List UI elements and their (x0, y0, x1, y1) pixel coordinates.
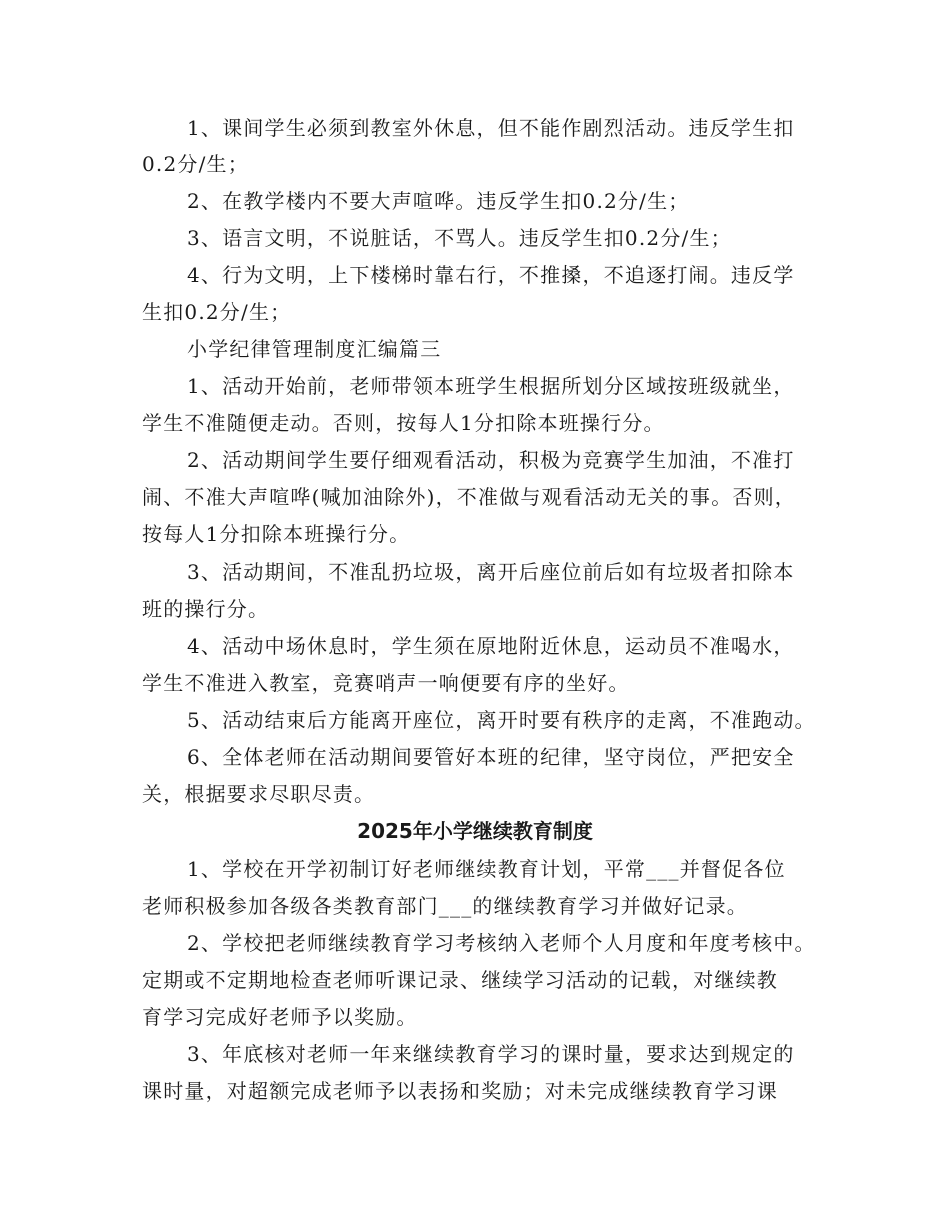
paragraph-line: 3、语言文明，不说脏话，不骂人。违反学生扣0.2分/生； (187, 226, 732, 250)
paragraph-line: 关，根据要求尽职尽责。 (142, 782, 376, 806)
paragraph-line: 定期或不定期地检查老师听课记录、继续学习活动的记载，对继续教 (142, 968, 778, 992)
paragraph-line: 2、学校把老师继续教育学习考核纳入老师个人月度和年度考核中。 (187, 931, 816, 955)
paragraph-line: 按每人1分扣除本班操行分。 (142, 522, 411, 546)
paragraph-line: 课时量，对超额完成老师予以表扬和奖励；对未完成继续教育学习课 (142, 1079, 778, 1103)
paragraph-line: 学生不准随便走动。否则，按每人1分扣除本班操行分。 (142, 411, 665, 435)
paragraph-line: 2、在教学楼内不要大声喧哗。违反学生扣0.2分/生； (187, 189, 690, 213)
paragraph-line: 生扣0.2分/生； (142, 300, 292, 324)
paragraph-line: 0.2分/生； (142, 152, 249, 176)
paragraph-line: 4、活动中场休息时，学生须在原地附近休息，运动员不准喝水， (187, 634, 795, 658)
paragraph-line: 学生不准进入教室，竞赛哨声一响便要有序的坐好。 (142, 671, 630, 695)
paragraph-line: 6、全体老师在活动期间要管好本班的纪律，坚守岗位，严把安全 (187, 745, 795, 769)
section-heading: 小学纪律管理制度汇编篇三 (187, 337, 442, 361)
paragraph-line: 2、活动期间学生要仔细观看活动，积极为竞赛学生加油，不准打 (187, 448, 795, 472)
paragraph-line: 1、学校在开学初制订好老师继续教育计划，平常___并督促各位 (187, 857, 786, 881)
paragraph-line: 老师积极参加各级各类教育部门___的继续教育学习并做好记录。 (142, 894, 748, 918)
paragraph-line: 4、行为文明，上下楼梯时靠右行，不推搡，不追逐打闹。违反学 (187, 263, 795, 287)
paragraph-line: 1、活动开始前，老师带领本班学生根据所划分区域按班级就坐， (187, 374, 795, 398)
paragraph-line: 班的操行分。 (142, 597, 270, 621)
paragraph-line: 闹、不准大声喧哗(喊加油除外)，不准做与观看活动无关的事。否则， (142, 485, 797, 509)
document-title: 2025年小学继续教育制度 (357, 819, 593, 843)
paragraph-line: 3、活动期间，不准乱扔垃圾，离开后座位前后如有垃圾者扣除本 (187, 560, 795, 584)
paragraph-line: 5、活动结束后方能离开座位，离开时要有秩序的走离，不准跑动。 (187, 708, 816, 732)
paragraph-line: 3、年底核对老师一年来继续教育学习的课时量，要求达到规定的 (187, 1042, 795, 1066)
paragraph-line: 1、课间学生必须到教室外休息，但不能作剧烈活动。违反学生扣 (187, 116, 795, 140)
paragraph-line: 育学习完成好老师予以奖励。 (142, 1005, 418, 1029)
